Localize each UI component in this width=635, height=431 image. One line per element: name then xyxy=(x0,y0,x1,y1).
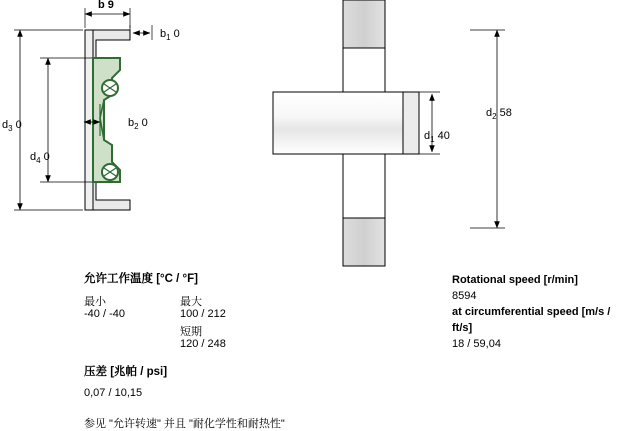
shaft-end-step xyxy=(403,92,419,154)
dim-label-b: b 9 xyxy=(98,0,114,11)
pressure-value: 0,07 / 10,15 xyxy=(84,387,143,399)
temperature-shortterm-label: 短期 xyxy=(180,326,202,338)
temperature-max-label: 最大 xyxy=(180,296,202,308)
temperature-shortterm-label-row xyxy=(84,323,424,338)
shaft-body xyxy=(273,92,403,154)
temperature-values-row xyxy=(84,308,424,323)
dim-label-d2: $d_2$ 58 xyxy=(486,107,512,121)
dim-label-d3: $d_3$ 0 xyxy=(2,119,22,133)
seal-elastomer-body xyxy=(93,58,120,182)
temperature-min-label: 最小 xyxy=(84,296,106,308)
rotational-speed-heading: Rotational speed [r/min] xyxy=(452,274,578,286)
seal-case-wall xyxy=(85,30,93,210)
spec-note: 参见 "允许转速" 并且 "耐化学性和耐热性" xyxy=(84,418,285,430)
temperature-labels-row xyxy=(84,293,424,308)
right-spec-column xyxy=(452,272,632,352)
housing-block-top xyxy=(343,0,385,48)
pressure-heading: 压差 [兆帕 / psi] xyxy=(84,366,168,378)
temperature-min-value: -40 / -40 xyxy=(84,308,125,320)
circumferential-speed-heading: at circumferential speed [m/s / ft/s] xyxy=(452,306,611,334)
temperature-heading: 允许工作温度 [°C / °F] xyxy=(84,273,198,285)
rotational-speed-value: 8594 xyxy=(452,290,477,302)
temperature-max-value: 100 / 212 xyxy=(180,308,226,320)
left-spec-column xyxy=(84,272,424,431)
housing-block-bottom xyxy=(343,218,385,266)
temperature-shortterm-value: 120 / 248 xyxy=(180,338,226,350)
temperature-shortterm-value-row xyxy=(84,338,424,353)
dim-label-d1: $d_1$ 40 xyxy=(424,130,450,144)
dim-label-b1: $b_1$ 0 xyxy=(160,28,180,42)
dim-label-b2: $b_2$ 0 xyxy=(128,117,148,131)
dim-label-d4: $d_4$ 0 xyxy=(30,151,50,165)
left-cross-section-view xyxy=(2,0,180,210)
specifications-panel xyxy=(0,272,635,430)
circumferential-speed-value: 18 / 59,04 xyxy=(452,338,501,350)
right-assembly-view xyxy=(273,0,512,266)
